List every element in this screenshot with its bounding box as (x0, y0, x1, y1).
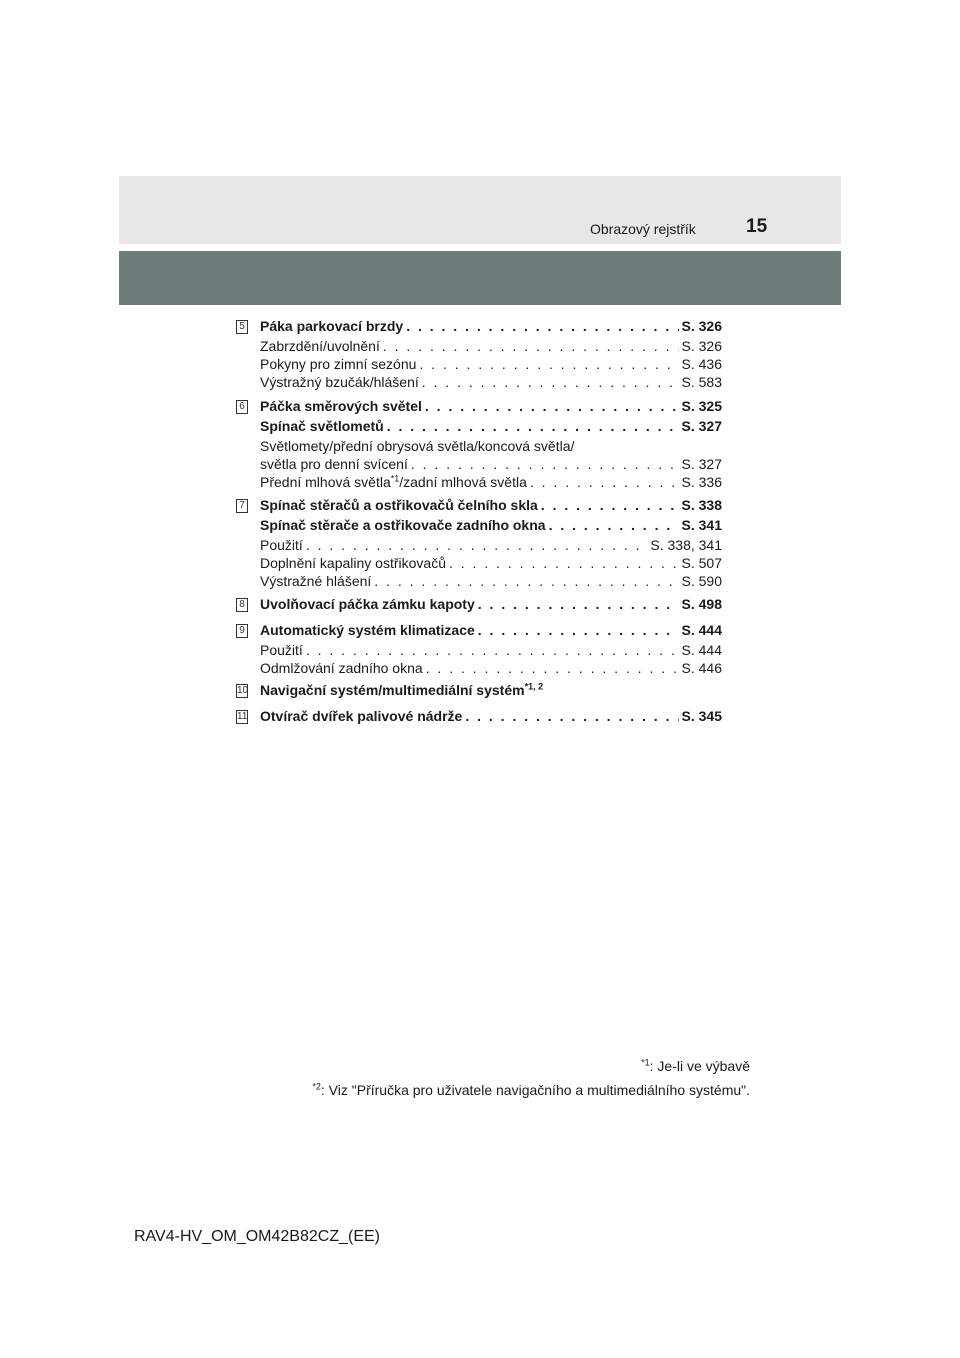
page-ref: S. 444 (681, 642, 722, 658)
page-ref: S. 590 (681, 573, 722, 589)
entry-wiper-warning[interactable]: Výstražné hlášení . . . S. 590 (260, 573, 722, 589)
entry-climate-usage[interactable]: Použití . . . S. 444 (260, 642, 722, 658)
section-number-6: 6 (236, 400, 248, 414)
page-ref: S. 338, 341 (650, 537, 722, 553)
entry-windshield-wiper-switch[interactable]: Spínač stěračů a ostřikovačů čelního skla . . . S. 338 (260, 497, 722, 513)
section-number-5: 5 (236, 320, 248, 334)
gray-band (119, 251, 841, 305)
page-ref: S. 327 (681, 456, 722, 472)
entry-wiper-usage[interactable]: Použití . . . S. 338, 341 (260, 537, 722, 553)
entry-headlight-switch[interactable]: Spínač světlometů . . . S. 327 (260, 418, 722, 434)
entry-turn-signal-lever[interactable]: Páčka směrových světel . . . S. 325 (260, 398, 722, 414)
page-ref: S. 436 (681, 356, 722, 372)
entry-auto-climate-control[interactable]: Automatický systém klimatizace . . . S. 444 (260, 622, 722, 638)
entry-winter-tips[interactable]: Pokyny pro zimní sezónu . . . S. 436 (260, 356, 722, 372)
entry-parking-brake-lever[interactable]: Páka parkovací brzdy . . . S. 326 (260, 318, 722, 334)
page-ref: S. 341 (681, 517, 722, 533)
page-ref: S. 338 (681, 497, 722, 513)
section-number-10: 10 (237, 685, 249, 696)
entry-fuel-door-opener[interactable]: Otvírač dvířek palivové nádrže . . . S. 345 (260, 708, 722, 724)
entry-headlights-line1: Světlomety/přední obrysová světla/koncová světla/ (260, 438, 575, 454)
footnote-mark: *1, 2 (524, 681, 544, 692)
page-ref: S. 326 (681, 338, 722, 354)
entry-washer-fluid[interactable]: Doplnění kapaliny ostřikovačů . . . S. 507 (260, 555, 722, 571)
entry-fog-lights[interactable]: Přední mlhová světla$^{*1}$/zadní mlhová světla . . . S. 336 (260, 474, 722, 490)
page-ref: S. 345 (681, 708, 722, 724)
section-number-11: 11 (237, 711, 248, 722)
page-ref: S. 446 (681, 660, 722, 676)
section-title: Obrazový rejstřík (590, 221, 696, 237)
footnote-mark: *1 (641, 1057, 650, 1068)
page-ref: S. 444 (681, 622, 722, 638)
entry-navigation-system[interactable]: Navigační systém/multimediální systém$^{*1, 2}$ (260, 681, 544, 698)
page-ref: S. 507 (681, 555, 722, 571)
entry-rear-defogger[interactable]: Odmlžování zadního okna . . . S. 446 (260, 660, 722, 676)
page-ref: S. 326 (681, 318, 722, 334)
entry-warning-buzzer[interactable]: Výstražný bzučák/hlášení . . . S. 583 (260, 374, 722, 390)
entry-daytime-running-lights[interactable]: světla pro denní svícení . . . S. 327 (260, 456, 722, 472)
footnote-mark: *2 (312, 1081, 321, 1092)
document-code: RAV4-HV_OM_OM42B82CZ_(EE) (134, 1228, 380, 1245)
section-number-9: 9 (236, 624, 248, 638)
entry-rear-wiper-switch[interactable]: Spínač stěrače a ostřikovače zadního okna . . . S. 341 (260, 517, 722, 533)
page-ref: S. 498 (681, 596, 722, 612)
page-number: 15 (746, 216, 768, 237)
page-ref: S. 325 (681, 398, 722, 414)
page-ref: S. 583 (681, 374, 722, 390)
entry-brake-apply-release[interactable]: Zabrzdění/uvolnění . . . S. 326 (260, 338, 722, 354)
header-band (119, 176, 841, 244)
section-number-7: 7 (236, 499, 248, 513)
entry-hood-release-lever[interactable]: Uvolňovací páčka zámku kapoty . . . S. 498 (260, 596, 722, 612)
footnote-1: $^{*1}$: Je-li ve výbavě (641, 1057, 750, 1074)
page-ref: S. 336 (681, 474, 722, 490)
page-ref: S. 327 (681, 418, 722, 434)
footnote-2: $^{*2}$: Viz "Příručka pro uživatele navigačního a multimediálního systému". (312, 1081, 750, 1098)
footnote-mark: *1 (390, 473, 400, 484)
section-number-8: 8 (236, 598, 248, 612)
